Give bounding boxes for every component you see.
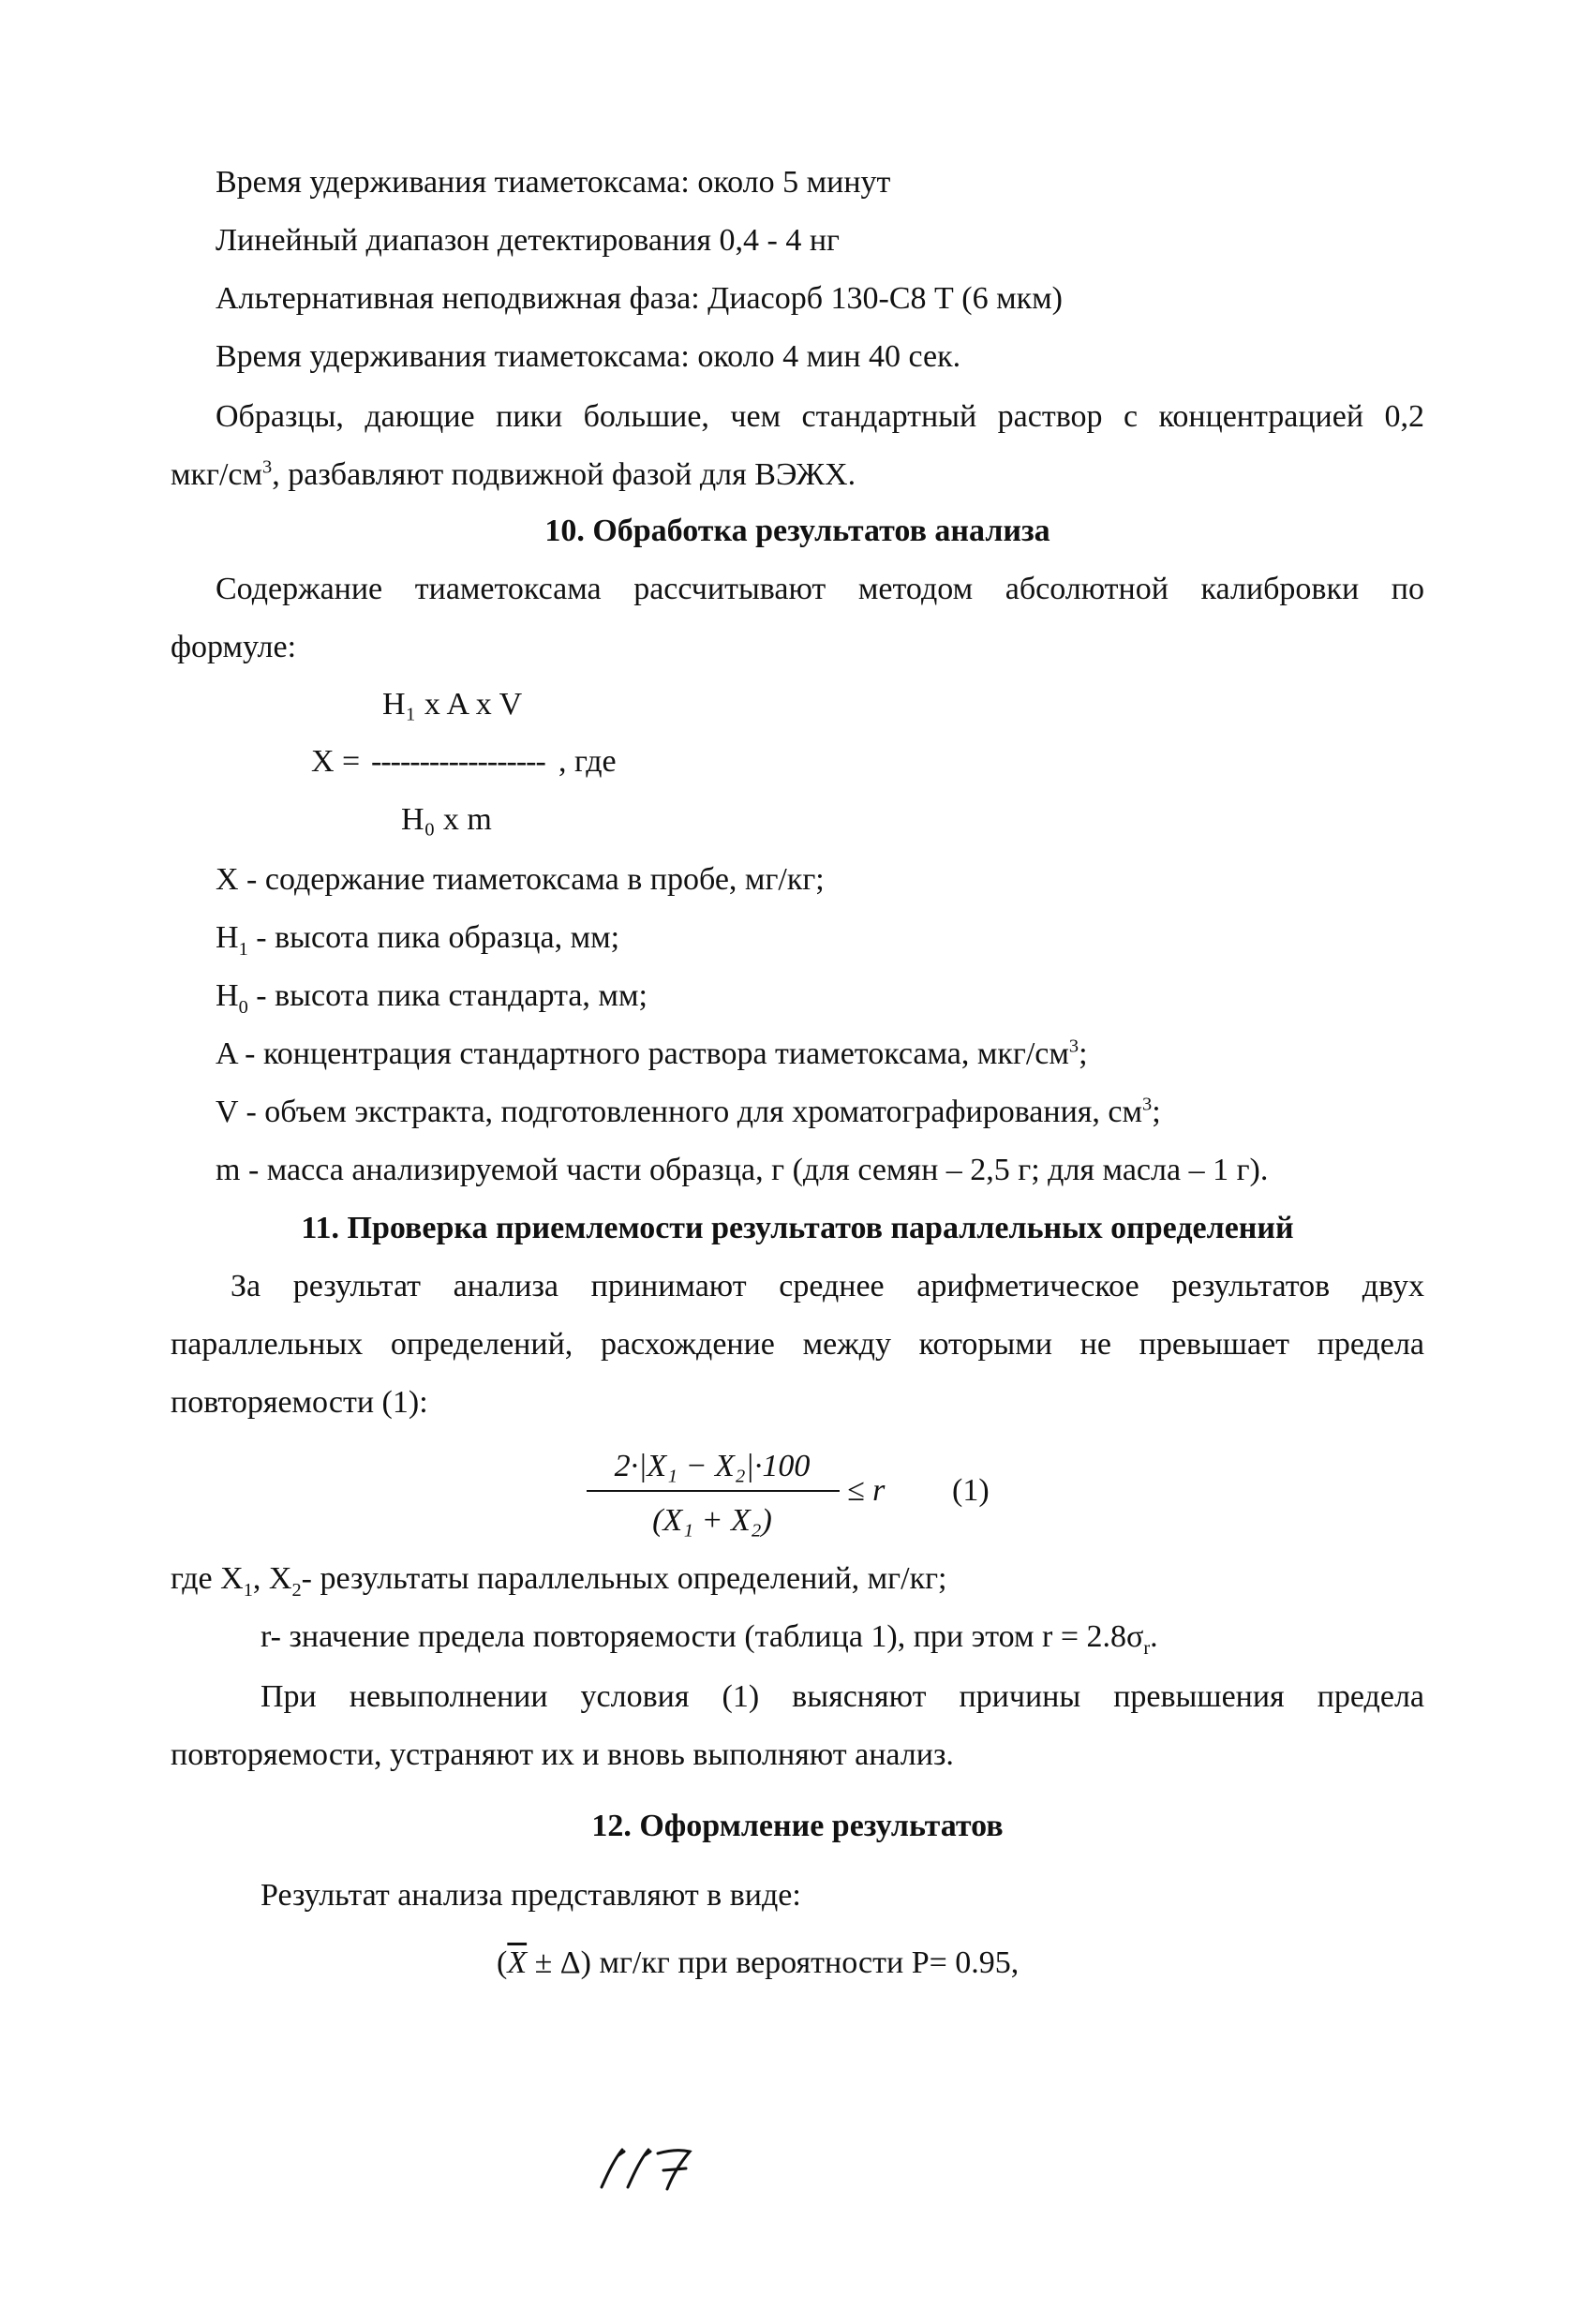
line-retention-time-1: Время удерживания тиаметоксама: около 5 минут <box>216 165 891 200</box>
heading-section-12: 12. Оформление результатов <box>591 1809 1004 1843</box>
paragraph-fail-line1: При невыполнении условия (1) выясняют причины превышения предела <box>261 1679 1424 1714</box>
formula-denominator: H₀ x m <box>401 802 492 837</box>
paragraph-dilute-line1: Образцы, дающие пики большие, чем стандартный раствор с концентрацией 0,2 <box>216 399 1424 434</box>
heading-section-11: 11. Проверка приемлемости результатов параллельных определений <box>301 1211 1294 1245</box>
paragraph-repeat-line3: повторяемости (1): <box>171 1385 428 1420</box>
line-linear-range: Линейный диапазон детектирования 0,4 - 4 нг <box>216 223 840 258</box>
formula-rhs: , где <box>558 744 617 779</box>
equation-1-numerator: 2·|X₁ − X₂|·100 <box>614 1449 811 1483</box>
formula-dashes: ------------------ <box>371 744 545 779</box>
equation-1-fraction-bar <box>587 1490 840 1492</box>
def-a: A - концентрация стандартного раствора тиаметоксама, мкг/$см^3$; <box>216 1035 1088 1071</box>
formula-lhs: X = <box>311 744 361 779</box>
paragraph-result: Результат анализа представляют в виде: <box>261 1878 801 1913</box>
paragraph-fail-line2: повторяемости, устраняют их и вновь выполняют анализ. <box>171 1737 954 1772</box>
equation-1-denominator: (X₁ + X₂) <box>652 1503 772 1538</box>
def-h0: $H_0$ - высота пика стандарта, мм; <box>216 978 648 1018</box>
def-x: X - содержание тиаметоксама в пробе, мг/кг; <box>216 862 825 897</box>
paragraph-dilute-line2: мкг/$см^3$, разбавляют подвижной фазой для ВЭЖХ. <box>171 456 856 492</box>
paragraph-repeat-line1: За результат анализа принимают среднее арифметическое результатов двух <box>231 1269 1424 1304</box>
def-v: V - объем экстракта, подготовленного для хроматографирования, $см^3$; <box>216 1094 1161 1129</box>
equation-1-relation: ≤ r <box>847 1473 886 1508</box>
heading-section-10: 10. Обработка результатов анализа <box>544 514 1050 548</box>
def-h1: $H_1$ - высота пика образца, мм; <box>216 920 620 960</box>
line-retention-time-2: Время удерживания тиаметоксама: около 4 мин 40 сек. <box>216 339 961 374</box>
handwritten-page-number <box>596 2142 699 2198</box>
where-line: где $X_1$, $X_2-$ результаты параллельных определений, мг/кг; <box>171 1561 947 1601</box>
equation-1-label: (1) <box>952 1473 990 1508</box>
r-definition-line: r- значение предела повторяемости (таблица 1), при этом $r = 2.8\sigma_r$. <box>261 1619 1158 1659</box>
paragraph-repeat-line2: параллельных определений, расхождение между которыми не превышает предела <box>171 1327 1424 1362</box>
formula-numerator: H₁ x A x V <box>382 687 523 722</box>
handwritten-page-number-drawing <box>596 2142 699 2198</box>
paragraph-calc-line1: Содержание тиаметоксама рассчитывают методом абсолютной калибровки по <box>216 572 1424 606</box>
line-alt-phase: Альтернативная неподвижная фаза: Диасорб 130-С8 Т (6 мкм) <box>216 281 1064 316</box>
paragraph-calc-line2: формуле: <box>171 630 297 664</box>
def-m: m - масса анализируемой части образца, г (для семян – 2,5 г; для масла – 1 г). <box>216 1153 1269 1187</box>
result-expression: $(\overline{X} \pm \Delta)$ мг/кг при вероятности P= 0.95, <box>497 1945 1020 1980</box>
